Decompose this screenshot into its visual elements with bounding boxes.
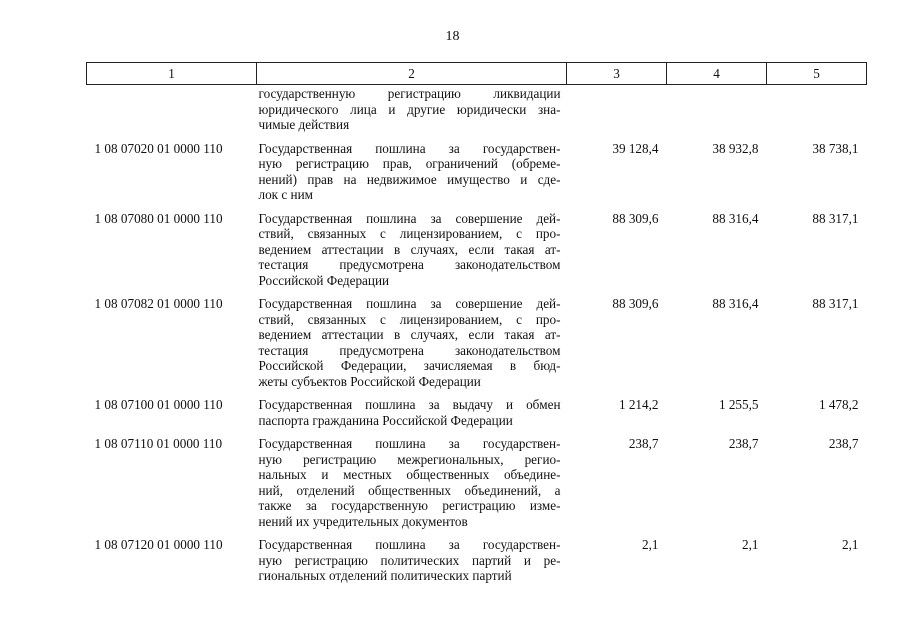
table-row-continuation <box>87 85 867 141</box>
row-value-col-5: 88 317,1 <box>812 210 859 226</box>
row-value-col-3: 88 309,6 <box>612 210 659 226</box>
description-line: нений) прав на недвижимое имущество и сде- <box>258 171 561 187</box>
description-line: ную регистрацию прав, ограничений (обреме- <box>258 156 561 171</box>
description-line: ную регистрацию политических партий и ре- <box>258 552 561 568</box>
description-line: юридического лица и другие юридически зна- <box>258 101 561 117</box>
table-row <box>87 397 867 436</box>
column-header-3: 3 <box>567 63 667 85</box>
row-value-col-4: 88 316,4 <box>712 296 759 311</box>
row-code: 1 08 07082 01 0000 110 <box>94 296 223 311</box>
description-line: ведением аттестации в случаях, если такая ат- <box>258 241 561 257</box>
row-value-col-5: 88 317,1 <box>812 296 859 311</box>
row-description <box>257 397 567 436</box>
row-value-col-4: 38 932,8 <box>712 140 759 156</box>
description-line: тестация предусмотрена законодательством <box>258 257 561 272</box>
description-line: лок с ним <box>258 187 313 202</box>
description-line: нений их учредительных документов <box>258 513 468 529</box>
description-line: ствий, связанных с лицензированием, с про- <box>258 226 561 241</box>
description-line: ний, отделений общественных объединений, а <box>258 482 561 498</box>
description-line: также за государственную регистрацию изме- <box>258 498 561 513</box>
description-line: Российской Федерации, зачисляемая в бюд- <box>258 358 561 373</box>
table-row <box>87 211 867 297</box>
row-code <box>87 85 257 141</box>
row-value-col-3: 1 214,2 <box>618 397 659 412</box>
page-number: 18 <box>445 29 460 44</box>
row-value-col-4: 88 316,4 <box>712 210 759 226</box>
description-line: гиональных отделений политических партий <box>258 568 512 583</box>
row-value-col-5: 1 478,2 <box>818 397 859 412</box>
description-line: Государственная пошлина за совершение дей- <box>258 210 561 226</box>
description-line: тестация предусмотрена законодательством <box>258 342 561 358</box>
description-line: чимые действия <box>258 117 350 132</box>
row-description <box>257 296 567 397</box>
row-code: 1 08 07120 01 0000 110 <box>94 537 223 552</box>
description-line: Российской Федерации <box>258 272 390 288</box>
row-value-col-4: 238,7 <box>728 436 759 451</box>
table-header-row <box>87 63 867 85</box>
description-line: Государственная пошлина за государствен- <box>258 140 561 156</box>
column-header-4: 4 <box>667 63 767 85</box>
row-value-col-3: 2,1 <box>642 537 659 552</box>
row-description <box>257 537 567 592</box>
description-line: Государственная пошлина за выдачу и обмен <box>258 397 561 412</box>
description-line: Государственная пошлина за совершение дей- <box>258 296 561 311</box>
table-row <box>87 436 867 537</box>
description-line: ствий, связанных с лицензированием, с про- <box>258 311 561 327</box>
row-description <box>257 436 567 537</box>
row-description <box>257 85 567 141</box>
row-code: 1 08 07080 01 0000 110 <box>94 210 223 226</box>
description-line: ную регистрацию межрегиональных, регио- <box>258 451 561 467</box>
table-row <box>87 141 867 211</box>
budget-revenue-table <box>86 62 867 592</box>
description-line: ведением аттестации в случаях, если такая ат- <box>258 327 561 342</box>
row-value-col-5: 38 738,1 <box>812 140 859 156</box>
row-value-col-4: 1 255,5 <box>718 397 759 412</box>
description-line: государственную регистрацию ликвидации <box>258 86 561 101</box>
row-description <box>257 211 567 297</box>
description-line: Государственная пошлина за государствен- <box>258 436 561 451</box>
row-description <box>257 141 567 211</box>
row-value-col-4: 2,1 <box>742 537 759 552</box>
row-value-col-3: 39 128,4 <box>612 140 659 156</box>
row-value-col-5: 2,1 <box>842 537 859 552</box>
description-line: нальных и местных общественных объедине- <box>258 467 561 482</box>
row-code: 1 08 07020 01 0000 110 <box>94 140 223 156</box>
row-value-col-3: 88 309,6 <box>612 296 659 311</box>
description-line: Государственная пошлина за государствен- <box>258 537 561 552</box>
description-line: жеты субъектов Российской Федерации <box>258 373 481 389</box>
row-code: 1 08 07100 01 0000 110 <box>94 397 223 412</box>
column-header-1: 1 <box>87 63 257 85</box>
column-header-2: 2 <box>257 63 567 85</box>
column-header-5: 5 <box>767 63 867 85</box>
description-line: паспорта гражданина Российской Федерации <box>258 412 513 428</box>
row-code: 1 08 07110 01 0000 110 <box>94 436 223 451</box>
row-value-col-5: 238,7 <box>828 436 859 451</box>
table-row <box>87 296 867 397</box>
row-value-col-3: 238,7 <box>628 436 659 451</box>
table-row <box>87 537 867 592</box>
